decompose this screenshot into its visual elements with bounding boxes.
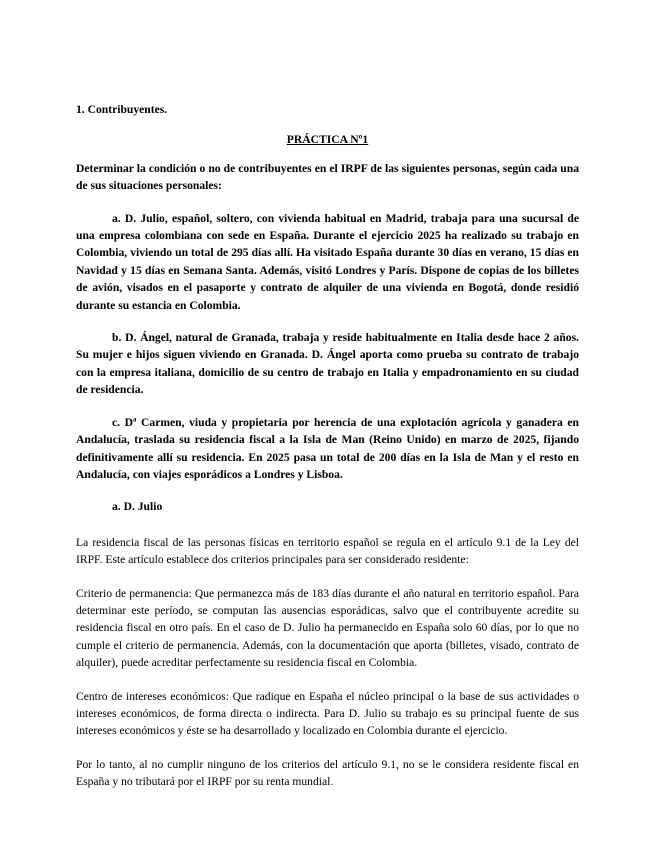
practice-title: PRÁCTICA Nº1 (286, 133, 369, 147)
case-b: b. D. Ángel, natural de Granada, trabaja y reside habitualmente en Italia desde hace 2 años. Su mujer e hijos siguen viviendo en Granada. D. Ángel aporta como prueba su contrato de trabajo con la empresa italiana, domicilio de su centro de trabajo en Italia y empadronamiento en su ciudad de residencia. (76, 331, 579, 397)
case-a: a. D. Julio, español, soltero, con vivienda habitual en Madrid, trabaja para una sucursal de una empresa colombiana con sede en España. Durante el ejercicio 2025 ha realizado su trabajo en Colombia, viviendo un total de 295 días allí. Ha visitado España durante 30 días en verano, 15 días en Navidad y 15 días en Semana Santa. Además, visitó Londres y París. Dispone de copias de los billetes de avión, visados en el pasaporte y contrato de alquiler de una vivienda en Bogotá, donde residió durante su estancia en Colombia. (76, 211, 579, 312)
answer-paragraph: Centro de intereses económicos: Que radique en España el núcleo principal o la base de sus actividades o intereses económicos, de forma directa o indirecta. Para D. Julio su trabajo es su principal fuente de sus intereses económicos y éste se ha desarrollado y localizado en Colombia durante el ejercicio. (76, 689, 579, 738)
section-heading: 1. Contribuyentes. (76, 103, 168, 116)
answer-paragraph: La residencia fiscal de las personas físicas en territorio español se regula en el artículo 9.1 de la Ley del IRPF. Este artículo establece dos criterios principales para ser considerado residente: (76, 535, 579, 567)
case-c: c. Dª Carmen, viuda y propietaria por herencia de una explotación agrícola y ganadera en Andalucía, traslada su residencia fiscal a la Isla de Man (Reino Unido) en marzo de 2025, fijando definitivamente allí su residencia. En 2025 pasa un total de 200 días en la Isla de Man y el resto en Andalucía, con viajes esporádicos a Londres y Lisboa. (76, 415, 579, 481)
answer-paragraph: Por lo tanto, al no cumplir ninguno de los criterios del artículo 9.1, no se le considera residente fiscal en España y no tributará por el IRPF por su renta mundial. (76, 757, 579, 789)
answer-heading: a. D. Julio (112, 500, 163, 514)
instructions: Determinar la condición o no de contribuyentes en el IRPF de las siguientes personas, según cada una de sus situaciones personales: (76, 161, 579, 193)
answer-paragraph: Criterio de permanencia: Que permanezca más de 183 días durante el año natural en territorio español. Para determinar este período, se computan las ausencias esporádicas, salvo que el contribuyente acredite su residencia fiscal en otro país. En el caso de D. Julio ha permanecido en España solo 60 días, por lo que no cumple el criterio de permanencia. Además, con la documentación que aporta (billetes, visado, contrato de alquiler), puede acreditar perfectamente su residencia fiscal en Colombia. (76, 586, 579, 670)
